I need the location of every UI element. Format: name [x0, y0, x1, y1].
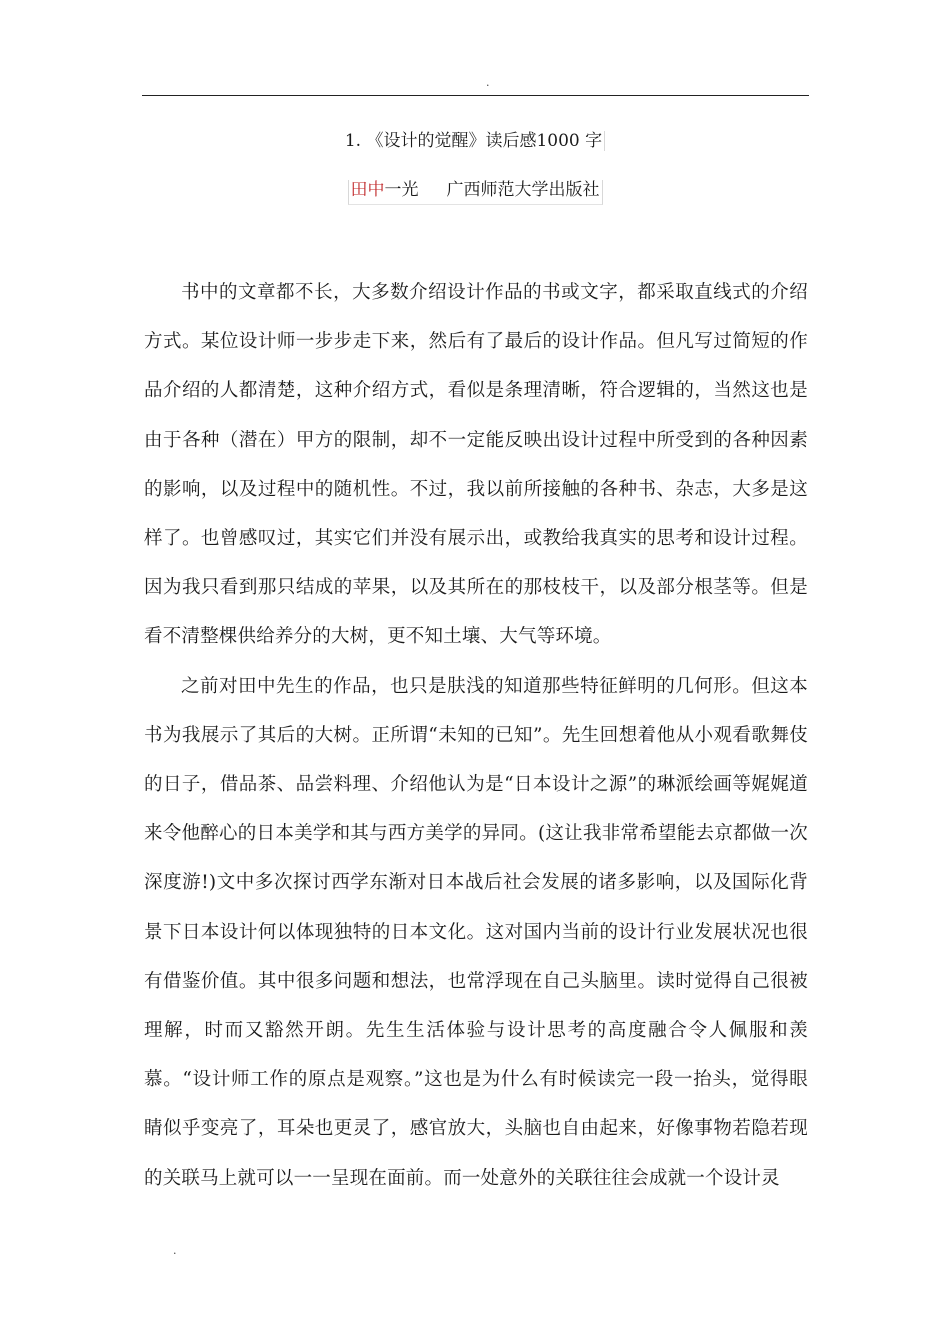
- author-surname: 田中: [350, 180, 385, 200]
- paragraph-1: 书中的文章都不长，大多数介绍设计作品的书或文字，都采取直线式的介绍方式。某位设计师一步步走下来，然后有了最后的设计作品。但凡写过简短的作品介绍的人都清楚，这种介绍方式，看似是条理清晰，符合逻辑的，当然这也是由于各种（潜在）甲方的限制，却不一定能反映出设计过程中所受到的各种因素的影响，以及过程中的随机性。不过，我以前所接触的各种书、杂志，大多是这样了。也曾感叹过，其实它们并没有展示出，或教给我真实的思考和设计过程。因为我只看到那只结成的苹果，以及其所在的那枝枝干，以及部分根茎等。但是看不清整棵供给养分的大树，更不知土壤、大气等环境。: [144, 282, 808, 648]
- header-rule: [142, 95, 809, 96]
- publisher: 广西师范大学出版社: [446, 180, 600, 200]
- header-mark: .: [486, 76, 490, 89]
- title-text: 1. 《设计的觉醒》读后感1000 字: [345, 131, 605, 151]
- paragraph-2: 之前对田中先生的作品，也只是肤浅的知道那些特征鲜明的几何形。但这本书为我展示了其后的大树。正所谓“未知的已知”。先生回想着他从小观看歌舞伎的日子，借品茶、品尝料理、介绍他认为是“日本设计之源”的琳派绘画等娓娓道来令他醉心的日本美学和其与西方美学的异同。(这让我非常希望能去京都做一次深度游!)文中多次探讨西学东渐对日本战后社会发展的诸多影响，以及国际化背景下日本设计何以体现独特的日本文化。这对国内当前的设计行业发展状况也很有借鉴价值。其中很多问题和想法，也常浮现在自己头脑里。读时觉得自己很被理解，时而又豁然开朗。先生生活体验与设计思考的高度融合令人佩服和羡慕。“设计师工作的原点是观察。”这也是为什么有时候读完一段一抬头，觉得眼睛似乎变亮了，耳朵也更灵了，感官放大，头脑也自由起来，好像事物若隐若现的关联马上就可以一一呈现在面前。而一处意外的关联往往会成就一个设计灵: [144, 675, 808, 1189]
- footer-mark: .: [173, 1244, 177, 1257]
- document-title: [0, 126, 950, 151]
- document-subtitle: [0, 175, 950, 200]
- byline: [348, 180, 603, 205]
- author-given-name: 一光: [384, 180, 419, 200]
- body-text: [144, 268, 808, 1203]
